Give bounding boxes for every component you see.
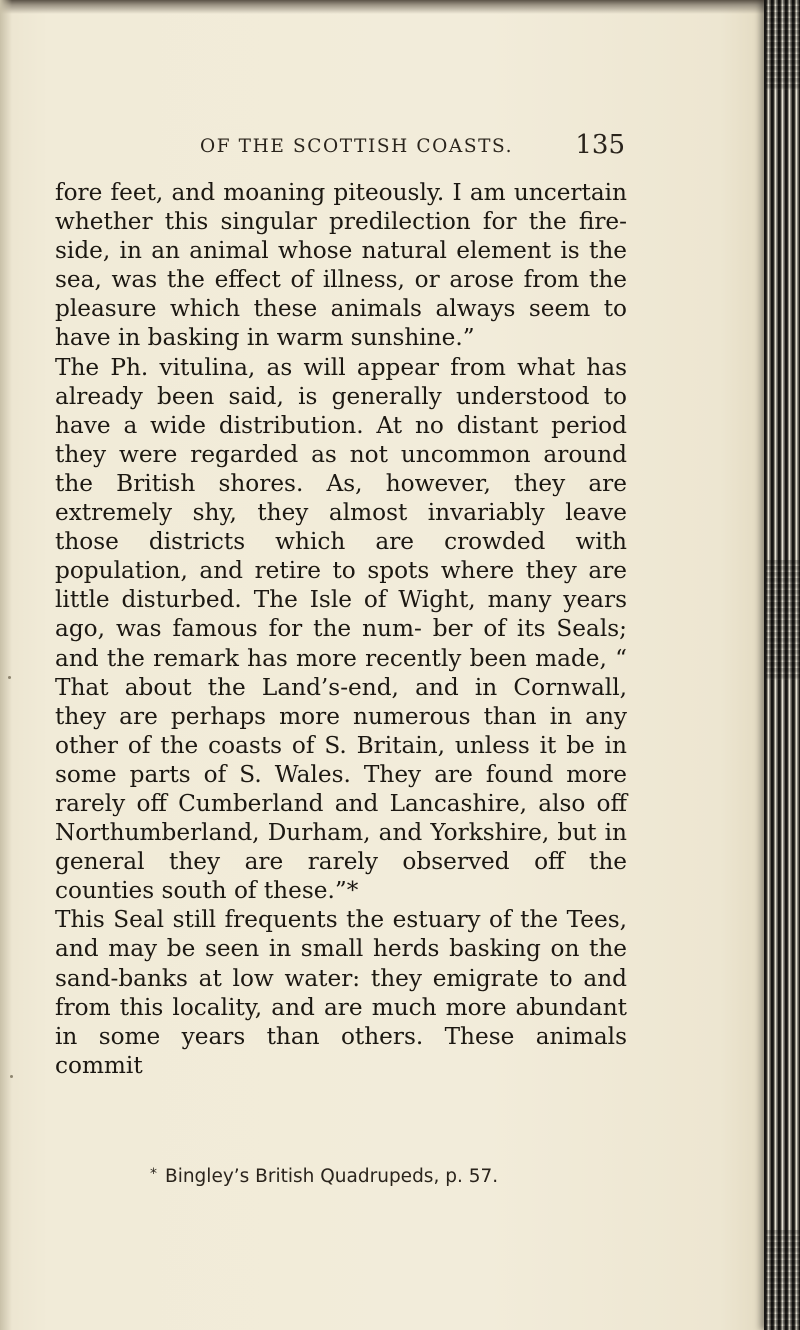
paragraph: The Ph. vitulina, as will appear from what has already been said, is generally understood to have a wide distribution. At no distant period they were regarded as not uncommon around the British shores. As, however, they are extremely shy, they almost invariably leave those districts which are crowded with population, and retire to spots where they are little disturbed. The Isle of Wight, many years ago, was famous for the num- ber of its Seals; and the remark has more recently been made, “ That about the Land’s-end, and in Cornwall, they are perhaps more numerous than in any other of the coasts of S. Britain, unless it be in some parts of S. Wales. They are found more rarely off Cumberland and Lancashire, also off Northumberland, Durham, and Yorkshire, but in general they are rarely observed off the counties south of these.”* (55, 353, 627, 905)
spine-band (766, 560, 800, 680)
running-head: OF THE SCOTTISH COASTS. (200, 136, 514, 157)
paragraph: fore feet, and moaning piteously. I am uncertain whether this singular predilection for the fire-side, in an animal whose natural element is the sea, was the effect of illness, or arose from the pleasure which these animals always seem to have in basking in warm sunshine.” (55, 179, 627, 352)
body-text (55, 178, 627, 1080)
page-left-edge (0, 0, 12, 1330)
spine-band (766, 1230, 800, 1330)
paper-speck (8, 676, 11, 679)
page-number: 135 (575, 130, 625, 160)
spine-band (766, 0, 800, 90)
book-spine-edge (764, 0, 800, 1330)
paragraph: This Seal still frequents the estuary of the Tees, and may be seen in small herds basking on the sand-banks at low water: they emigrate to and from this locality, and are much more abundant in some years than others. These animals commit (55, 906, 627, 1079)
footnote-marker: * (150, 1166, 157, 1182)
footnote-text: Bingley’s British Quadrupeds, p. 57. (165, 1166, 499, 1187)
page-header (200, 130, 625, 166)
page-top-shadow (0, 0, 800, 14)
paper-speck (10, 1075, 13, 1078)
footnote (150, 1166, 498, 1187)
